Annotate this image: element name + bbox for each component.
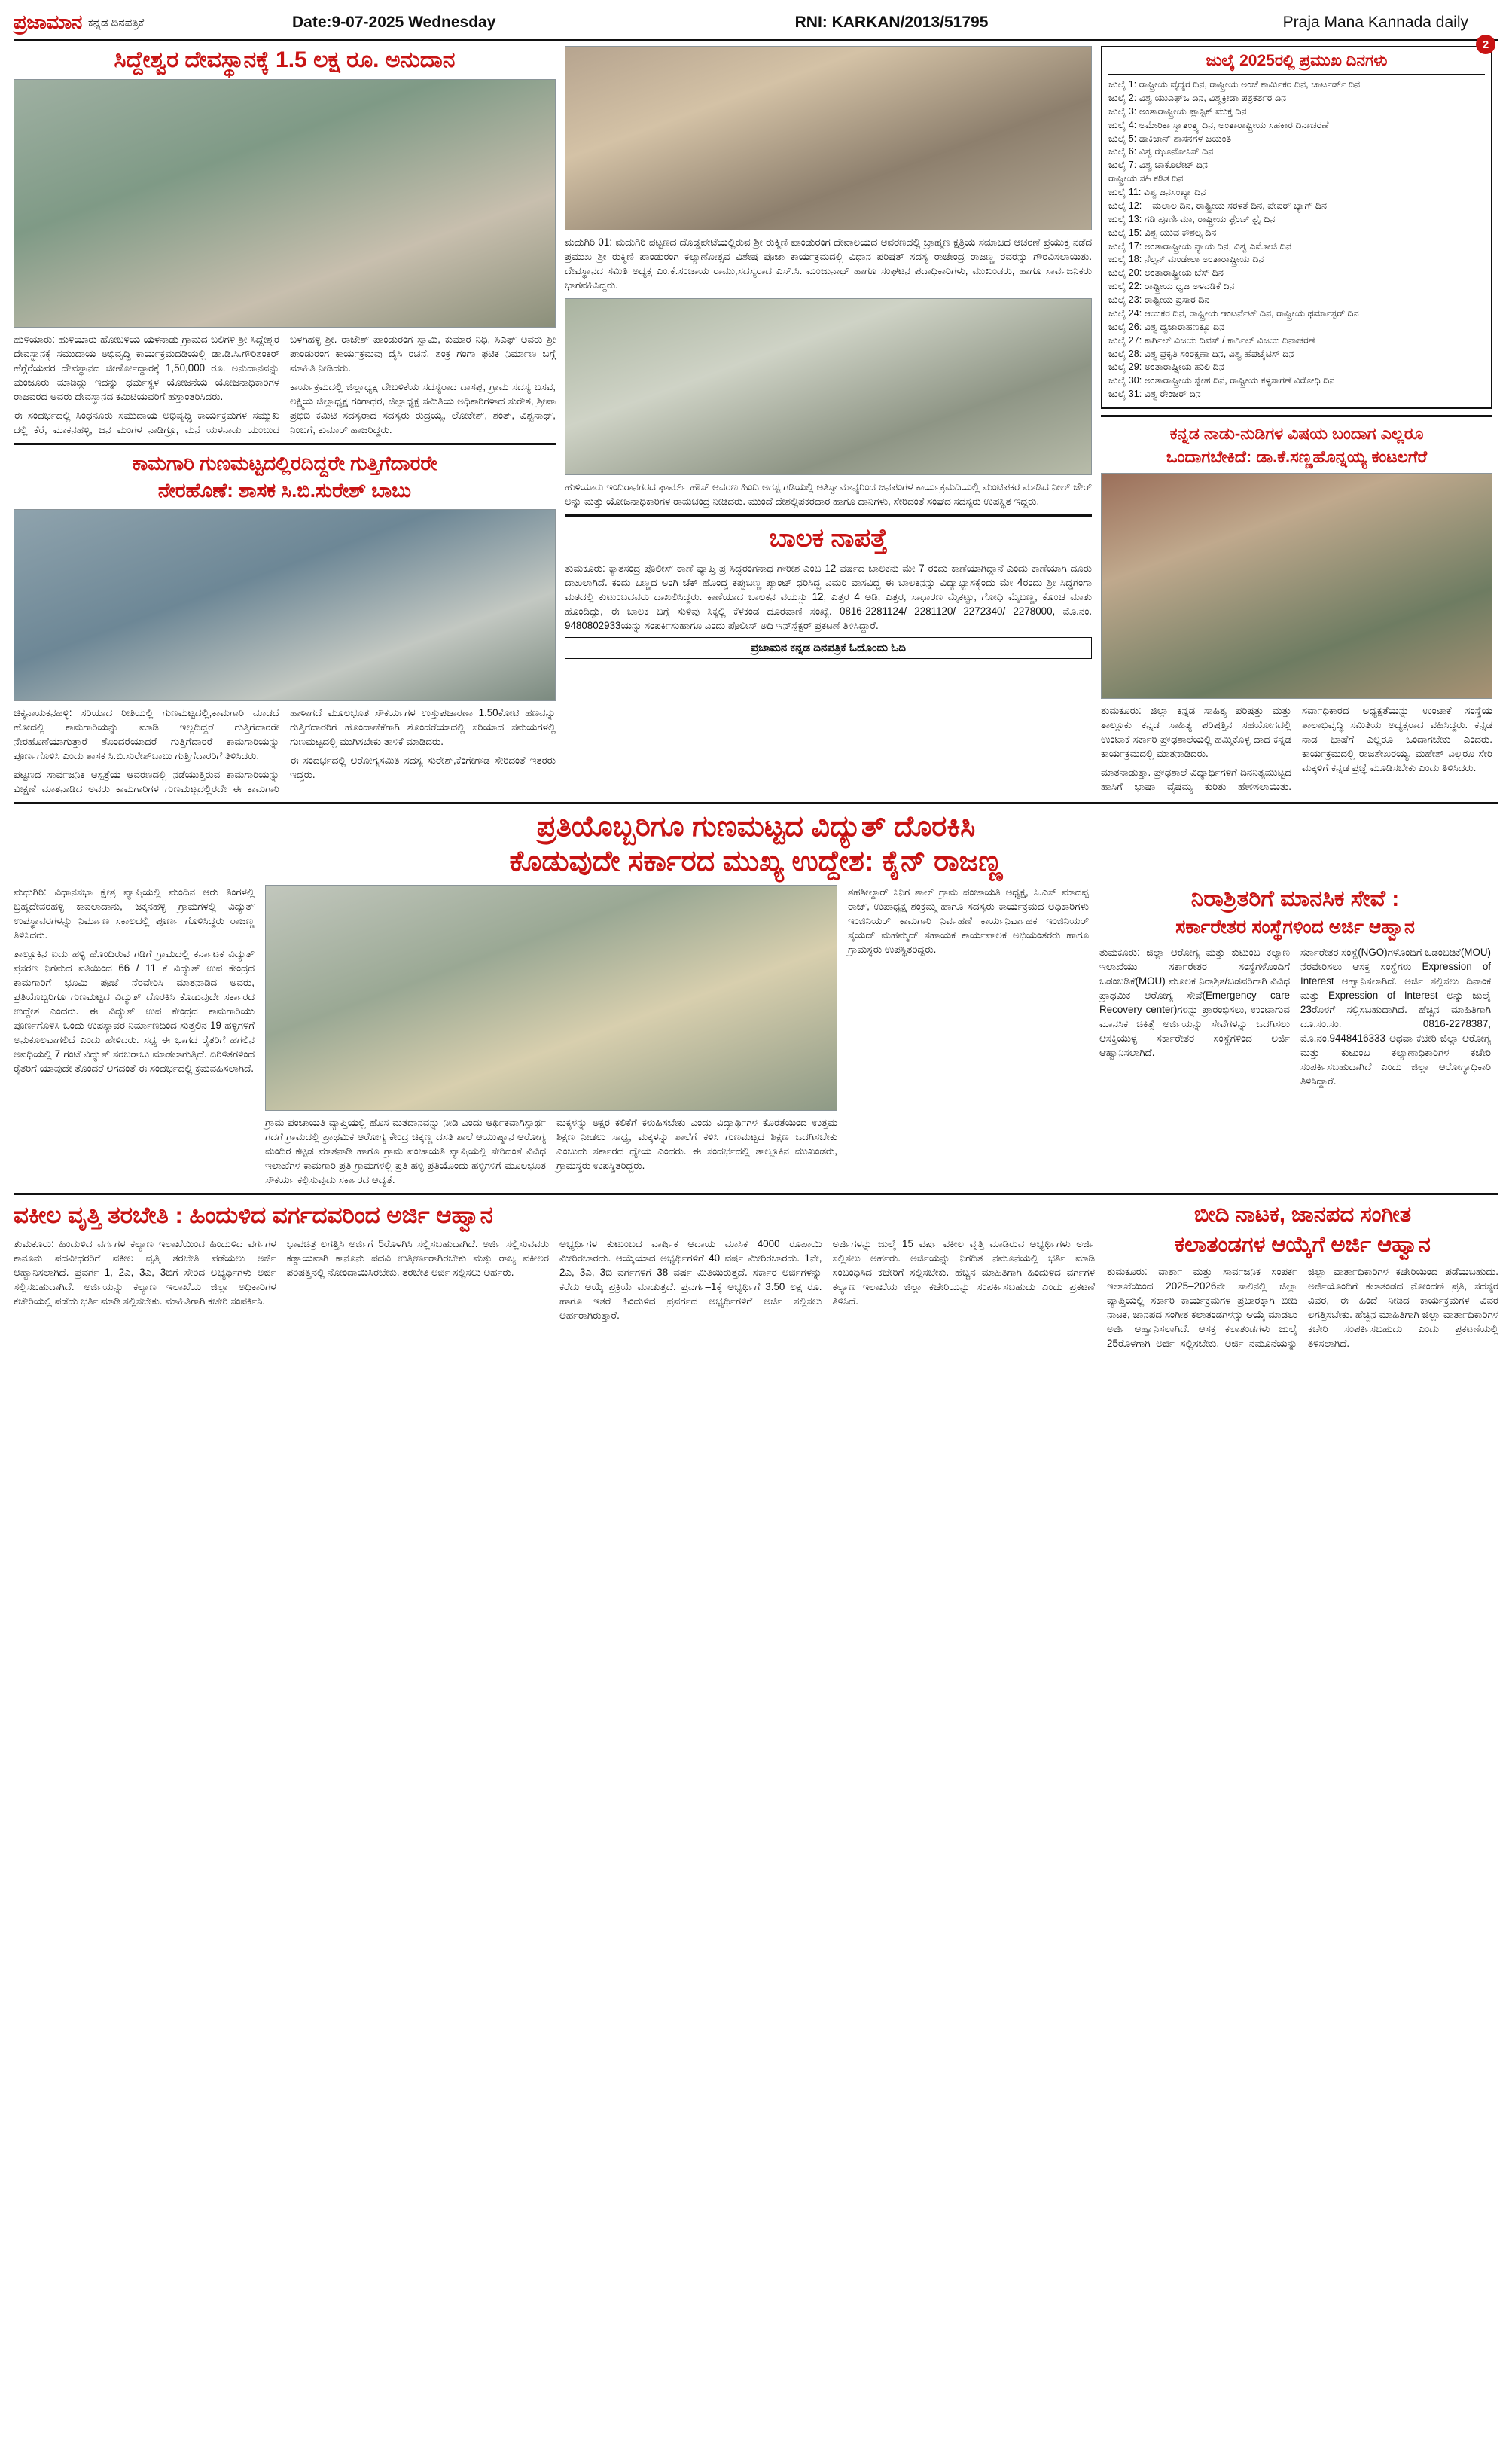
calendar-item: ಜುಲೈ 13: ಗಡಿ ಪೂರ್ಣಿಮಾ, ರಾಷ್ಟ್ರೀಯ ಫ್ರೆಂಚ್ ಫ್ರೈ ದಿನ (1108, 213, 1276, 224)
article6-headline-line1: ಕನ್ನಡ ನಾಡು-ನುಡಿಗಳ ವಿಷಯ ಬಂದಾಗ ಎಲ್ಲರೂ (1169, 424, 1424, 443)
article10 (1107, 1201, 1498, 1350)
calendar-list (1108, 78, 1485, 401)
column-middle-top (565, 46, 1092, 796)
calendar-item: ಜುಲೈ 11: ವಿಶ್ವ ಜನಸಂಖ್ಯಾ ದಿನ (1108, 187, 1206, 197)
article9-col2: ಭಾವಚಿತ್ರ ಲಗತ್ತಿಸಿ ಅರ್ಜಿಗೆ 5ರೊಳಗಿಸಿ ಸಲ್ಲಿಸಬಹುದಾಗಿದೆ. ಅರ್ಜಿ ಸಲ್ಲಿಸುವವರು ಕಡ್ಡಾಯವಾಗಿ ಕಾನೂನು ಪದವಿ ಉತ್ತೀರ್ಣರಾಗಿರಬೇಕು ಮತ್ತು ರಾಜ್ಯ ವಕೀಲರ ಪರಿಷತ್ತಿನಲ್ಲಿ ನೋಂದಾಯಿಸಿರಬೇಕು. ತರಬೇತಿ ಅರ್ಜಿ ಸಲ್ಲಿಸಲು ಅರ್ಹರು. (286, 1238, 549, 1279)
issue-date: Date:9-07-2025 Wednesday (292, 14, 496, 31)
calendar-item: ಜುಲೈ 22: ರಾಷ್ಟ್ರೀಯ ಧ್ವಜ ಅಳವಡಿಕೆ ದಿನ (1108, 281, 1235, 292)
top-section (14, 46, 1498, 796)
article8-headline-line2: ಸರ್ಕಾರೇತರ ಸಂಸ್ಥೆಗಳಿಂದ ಅರ್ಜಿ ಆಹ್ವಾನ (1175, 916, 1415, 938)
publication-title: Praja Mana Kannada daily (1282, 14, 1468, 31)
article6-headline-line2: ಒಂದಾಗಬೇಕಿದೆ: ಡಾ.ಕೆ.ಸಣ್ಣಹೊನ್ನಯ್ಯ ಕಂಟಲಗೆರೆ (1166, 447, 1428, 466)
publication-logo (14, 11, 292, 35)
article9-col1: ತುಮಕೂರು: ಹಿಂದುಳಿದ ವರ್ಗಗಳ ಕಲ್ಯಾಣ ಇಲಾಖೆಯಿಂದ ಹಿಂದುಳಿದ ವರ್ಗಗಳ ಕಾನೂನು ಪದವೀಧರರಿಗೆ ವಕೀಲ ವೃತ್ತಿ ತರಬೇತಿ ಪಡೆಯಲು ಅರ್ಜಿ ಆಹ್ವಾನಿಸಲಾಗಿದೆ. ಪ್ರವರ್ಗ–1, 2ಎ, 3ಎ, 3ಬಿಗೆ ಸೇರಿದ ಅಭ್ಯರ್ಥಿಗಳು ಅರ್ಜಿ ಸಲ್ಲಿಸಬಹುದಾಗಿದೆ. ಅರ್ಜಿಯನ್ನು ಕಲ್ಯಾಣ ಇಲಾಖೆಯ ಜಿಲ್ಲಾ ಅಧಿಕಾರಿಗಳ ಕಚೇರಿಯಲ್ಲಿ ಪಡೆದು ಭರ್ತಿ ಮಾಡಿ ಸಲ್ಲಿಸಬೇಕು. ಮಾಹಿತಿಗಾಗಿ ಕಚೇರಿ ಸಂಪರ್ಕಿಸಿ. (14, 1238, 276, 1307)
article1-body-2: ಕಾರ್ಯಕ್ರಮದಲ್ಲಿ ಜಿಲ್ಲಾಧ್ಯಕ್ಷ ದೇಬಳಿಕೆಯ ಸದಸ್ಯರಾದ ದಾಸಪ್ಪ, ಗ್ರಾಮ ಸದಸ್ಯ ಬಸವ, ಲಕ್ಷ್ಮಿಯ ಜಿಲ್ಲಾಧ್ಯಕ್ಷ ಗಂಗಾಧರ, ಜಿಲ್ಲಾಧ್ಯಕ್ಷ ಸಮಿತಿಯ ಅಧಿಕಾರಿಗಳಾದ ಸುರೇಶ, ಶ್ರೀಪಾ ಪ್ರಭಿಬಿ ಕಮಿಟಿ ಸದಸ್ಯರಾದ ಸದಸ್ಯರು ರುದ್ರಯ್ಯ, ಲೋಕೇಶ್, ಶಂತ್, ವಿಶ್ವನಾಥ್, ನಿಂಬಗೆ, ಕುಮಾರ್ ಹಾಜರಿದ್ದರು. (290, 380, 556, 435)
article1-headline: ಸಿದ್ದೇಶ್ವರ ದೇವಸ್ಥಾನಕ್ಕೆ 1.5 ಲಕ್ಷ ರೂ. ಅನುದಾನ (114, 47, 456, 72)
article7 (14, 810, 1498, 1187)
article2-caption: ಮದುಗಿರಿ 01: ಮದುಗಿರಿ ಪಟ್ಟಣದ ದೊಡ್ಡಪೇಟೆಯಲ್ಲಿರುವ ಶ್ರೀ ರುಕ್ಮಿಣಿ ಪಾಂಡುರಂಗ ದೇವಾಲಯದ ಆವರಣದಲ್ಲಿ ಬ್ರಾಹ್ಮಣ ಕ್ಷತ್ರಿಯ ಸಮಾಜದ ಆಚರಣೆ ಪ್ರಯುಕ್ತ ನಡೆದ ಪ್ರಮುಖ ಶ್ರೀ ರುಕ್ಮಿಣಿ ಪಾಂಡುರಂಗ ಕಲ್ಯಾಣೋತ್ಸವ ವಿಶೇಷ ಪೂಜಾ ಕಾರ್ಯಕ್ರಮದಲ್ಲಿ ವಿಧಾನ ಪರಿಷತ್ ಸದಸ್ಯ ರಾಜೇಂದ್ರ ರಾಜಣ್ಣ ರವರನ್ನು ಗೌರವಿಸಲಾಯಿತು. ದೇವಸ್ಥಾನದ ಸಮಿತಿ ಅಧ್ಯಕ್ಷ ಎಂ.ಕೆ.ಸಂಜಾಯ ರಾಮು,ಸದಸ್ಯರಾದ ಎಸ್.ಸಿ. ಮಂಜುನಾಥ್ ಹಾಗೂ ಸಂಘಟನ ಪದಾಧಿಕಾರಿಗಳು, ಮುಖಂಡರು, ಹಾಗೂ ಸಾರ್ವಜನಿಕರು ಭಾಗವಹಿಸಿದ್ದರು. (565, 236, 1092, 291)
masthead (14, 11, 1498, 41)
article7-col5: ತಹಶೀಲ್ದಾರ್ ಸಿನಿಗ ತಾಲ್ ಗ್ರಾಮ ಪಂಚಾಯತಿ ಅಧ್ಯಕ್ಷ, ಸಿ.ಎಸ್ ಮಾದಪ್ಪ ರಾಜ್, ಉಪಾಧ್ಯಕ್ಷ ಶಂಕ್ರಮ್ಮ ಹಾಗೂ ಸದಸ್ಯರು ಕಾರ್ಯಕ್ರಮದ ಅಧಿಕಾರಿಗಳು ಇಂಜಿನಿಯರ್ ಕಾಮಗಾರಿ ನಿರ್ವಹಣೆ ಕಾರ್ಯನಿರ್ವಾಹಕ ಇಂಜಿನಿಯರ್ ಸೈಯದ್ ಮಹಮ್ಮದ್ ಸಹಾಯಕ ಕಾರ್ಯಪಾಲಕ ಅಭಿಯಂತರರು ಹಾಗೂ ಗ್ರಾಮಸ್ಥರು ಉಪಸ್ಥಿತರಿದ್ದರು. (848, 886, 1089, 956)
calendar-item: ಜುಲೈ 30: ಅಂತಾರಾಷ್ಟ್ರೀಯ ಸ್ನೇಹ ದಿನ, ರಾಷ್ಟ್ರೀಯ ಕಳ್ಳಸಾಗಣೆ ವಿರೋಧಿ ದಿನ (1108, 375, 1335, 386)
article1-body-1: ಈ ಸಂದರ್ಭದಲ್ಲಿ ಸಿಂಧನೂರು ಸಮುದಾಯ ಅಭಿವೃದ್ಧಿ ಕಾರ್ಯಕ್ರಮಗಳ ಸಮ್ಮುಖ ದಲ್ಲಿ ಕೆರೆ, ಮಾಕನಹಳ್ಳಿ, ಜನ ಮಂಗಳ ನಾಡಿಗ್ರೂ, ಮನೆ ಯಳನಾಡು ಯಂಬುದ ಬಳಗಿಹಳ್ಳಿ ಶ್ರೀ. ರಾಜೇಶ್ ಪಾಂಡುರಂಗ ಸ್ವಾಮಿ, ಕುಮಾರ ನಿಧಿ, ಸಿಎಫ್ ಅವರು ಶ್ರೀ ಪಾಂಡುರಂಗ ಕಾರ್ಯಕ್ರಮವು ದೈಸಿ ರಚನೆ, ಶಂಕ್ರ ಗಂಗಾ ಫಟಿಕ ನಿರ್ಮಾಣ ಬಗ್ಗೆ ಮಾಹಿತಿ ನೀಡಿದರು. (14, 333, 556, 435)
calendar-box (1101, 46, 1492, 409)
article9-col3: ಅಭ್ಯರ್ಥಿಗಳ ಕುಟುಂಬದ ವಾರ್ಷಿಕ ಆದಾಯ ಮಾಸಿಕ 4000 ರೂಪಾಯಿ ಮೀರಿರಬಾರದು. ಆಯ್ಕೆಯಾದ ಅಭ್ಯರ್ಥಿಗಳಿಗೆ 40 ವರ್ಷ ಮೀರಿರಬಾರದು. 1ನೇ, 2ಎ, 3ಎ, 3ಬಿ ವರ್ಗಗಳಿಗೆ 38 ವರ್ಷ ಮಿತಿಯಿರುತ್ತದೆ. ಸರ್ಕಾರ ಅರ್ಜಿಗಳನ್ನು ಕರೆದು ಆಯ್ಕೆ ಪ್ರಕ್ರಿಯೆ ಮಾಡುತ್ತದೆ. ಪ್ರವರ್ಗ–1ಕ್ಕೆ ಅಭ್ಯರ್ಥಿಗೆ 3.50 ಲಕ್ಷ ರೂ. ಹಾಗೂ ಇತರೆ ಹಿಂದುಳಿದ ಪ್ರವರ್ಗದ ಅಭ್ಯರ್ಥಿಗಳಿಗೆ ಅರ್ಜಿ ಸಲ್ಲಿಸಲು ಅರ್ಹರಾಗಿರುತ್ತಾರೆ. (559, 1238, 822, 1322)
calendar-item: ಜುಲೈ 27: ಕಾರ್ಗಿಲ್ ವಿಜಯ ದಿವಸ್ / ಕಾರ್ಗಿಲ್ ವಿಜಯ ದಿನಾಚರಣೆ (1108, 334, 1315, 346)
calendar-item: ಜುಲೈ 3: ಅಂತಾರಾಷ್ಟ್ರೀಯ ಪ್ಲಾಸ್ಟಿಕ್ ಮುಕ್ತ ದಿನ (1108, 105, 1247, 117)
article9 (14, 1201, 1095, 1350)
article9-headline: ವಕೀಲ ವೃತ್ತಿ ತರಬೇತಿ : ಹಿಂದುಳಿದ ವರ್ಗದವರಿಂದ ಅರ್ಜಿ ಆಹ್ವಾನ (14, 1202, 493, 1229)
article10-headline-line2: ಕಲಾತಂಡಗಳ ಆಯ್ಕೆಗೆ ಅರ್ಜಿ ಆಹ್ವಾನ (1175, 1232, 1431, 1257)
calendar-item: ಜುಲೈ 17: ಅಂತಾರಾಷ್ಟ್ರೀಯ ನ್ಯಾಯ ದಿನ, ವಿಶ್ವ ಎಮೋಜಿ ದಿನ (1108, 240, 1291, 252)
article10-body: ತುಮಕೂರು: ವಾರ್ತಾ ಮತ್ತು ಸಾರ್ವಜನಿಕ ಸಂಪರ್ಕ ಇಲಾಖೆಯಿಂದ 2025–2026ನೇ ಸಾಲಿನಲ್ಲಿ ಜಿಲ್ಲಾ ವ್ಯಾಪ್ತಿಯಲ್ಲಿ ಸರ್ಕಾರಿ ಕಾರ್ಯಕ್ರಮಗಳ ಪ್ರಚಾರಕ್ಕಾಗಿ ಬೀದಿ ನಾಟಕ, ಜಾನಪದ ಸಂಗೀತ ಕಲಾತಂಡಗಳನ್ನು ಆಯ್ಕೆ ಮಾಡಲು ಅರ್ಜಿ ಆಹ್ವಾನಿಸಲಾಗಿದೆ. ಆಸಕ್ತ ಕಲಾತಂಡಗಳು ಜುಲೈ 25ರೊಳಗಾಗಿ ಅರ್ಜಿ ಸಲ್ಲಿಸಬೇಕು. ಅರ್ಜಿ ನಮೂನೆಯನ್ನು ಜಿಲ್ಲಾ ವಾರ್ತಾಧಿಕಾರಿಗಳ ಕಚೇರಿಯಿಂದ ಪಡೆಯಬಹುದು. ಅರ್ಜಿಯೊಂದಿಗೆ ಕಲಾತಂಡದ ನೋಂದಣಿ ಪ್ರತಿ, ಸದಸ್ಯರ ವಿವರ, ಈ ಹಿಂದೆ ನೀಡಿದ ಕಾರ್ಯಕ್ರಮಗಳ ವಿವರ ಲಗತ್ತಿಸಬೇಕು. ಹೆಚ್ಚಿನ ಮಾಹಿತಿಗಾಗಿ ಜಿಲ್ಲಾ ವಾರ್ತಾಧಿಕಾರಿಗಳ ಕಚೇರಿ ಸಂಪರ್ಕಿಸಬಹುದು ಎಂದು ಪ್ರಕಟಣೆಯಲ್ಲಿ ತಿಳಿಸಲಾಗಿದೆ. (1107, 1265, 1498, 1349)
calendar-item: ಜುಲೈ 12: – ಮಲಾಲ ದಿನ, ರಾಷ್ಟ್ರೀಯ ಸರಳತೆ ದಿನ, ಪೇಪರ್ ಬ್ಯಾಗ್ ದಿನ (1108, 200, 1328, 211)
calendar-item: ಜುಲೈ 2: ವಿಶ್ವ ಯುಎಫ್‌ಒ ದಿನ, ವಿಶ್ವಕ್ರೀಡಾ ಪತ್ರಕರ್ತರ ದಿನ (1108, 92, 1287, 103)
article1-photo (14, 79, 556, 328)
article10-headline-line1: ಬೀದಿ ನಾಟಕ, ಜಾನಪದ ಸಂಗೀತ (1193, 1203, 1412, 1228)
calendar-item: ರಾಷ್ಟ್ರೀಯ ಸಹಿ ಕಡಿತ ದಿನ (1108, 173, 1184, 185)
calendar-item: ಜುಲೈ 20: ಅಂತಾರಾಷ್ಟ್ರೀಯ ಚೆಸ್ ದಿನ (1108, 267, 1224, 279)
column-left-top (14, 46, 556, 796)
article5-body: ತುಮಕೂರು: ಕ್ಯಾತಸಂದ್ರ ಪೊಲೀಸ್ ಠಾಣೆ ವ್ಯಾಪ್ತಿ ಪ್ರ ಸಿದ್ಧರಂಗನಾಥ ಗೌರೀಶ ಎಂಬ 12 ವರ್ಷದ ಬಾಲಕನು ಮೇ 7 ರಂದು ಕಾಣೆಯಾಗಿದ್ದಾನೆ ಎಂದು ಕಾಣೆಯಾಗಿ ದೂರು ದಾಖಲಾಗಿದೆ. ಕಂದು ಬಣ್ಣದ ಅಂಗಿ ಚೆಕ್ ಹೊಂದ್ದ ಕಪ್ಪುಬಣ್ಣ ಪ್ಯಾಂಟ್ ಧರಿಸಿದ್ದ ಎಮರಿ ವಾಸವಿದ್ದ ಈ ಬಾಲಕನನ್ನು ವಿದ್ಯಾಭ್ಯಾಸಕ್ಕೆಂದು ಮೇ 4ರಂದು ಶ್ರೀ ಸಿದ್ಧಗಂಗಾ ಮಠದಲ್ಲಿ ಕುಟುಂಬದವರು ದಾಖಲಿಸಿದ್ದರು. ಕಾಣೆಯಾದ ಬಾಲಕನ ವಯಸ್ಸು 12, ಎತ್ತರ 4 ಅಡಿ, ಎತ್ತರ, ಸಾಧಾರಣ ಮೈಕಟ್ಟು, ಗೋಧಿ ಮೈಬಣ್ಣ, ಕೊಂಚ ಮಾತು ಹೊಂದಿದ್ದು, ಈ ಬಾಲಕ ಬಗ್ಗೆ ಸುಳಿವು ಸಿಕ್ಕಲ್ಲಿ ಕೆಳಕಂಡ ದೂರವಾಣಿ ಸಂಖ್ಯೆ. 0816-2281124/ 2281120/ 2272340/ 2278000, ಮೊ.ನಂ. 9480802933ಯನ್ನು ಸಂಪರ್ಕಿಸುಹಾಗೂ ಎಂದು ಪೊಲೀಸ್ ಅಧಿ ಇನ್‌ಸ್ಪೆಕ್ಟರ್ ಪ್ರಕಟಣೆ ತಿಳಿಸಿದ್ದಾರೆ. (565, 562, 1092, 631)
article7-col2: ತಾಲ್ಲೂಕಿನ ಐದು ಹಳ್ಳಿ ಹೊಂದಿರುವ ಗಡಿಗೆ ಗ್ರಾಮದಲ್ಲಿ ಕರ್ನಾಟಕ ವಿದ್ಯುತ್ ಪ್ರಸರಣ ನಿಗಮದ ವತಿಯಿಂದ 66 / 11 ಕೆ ವಿದ್ಯುತ್ ಉಪ ಕೇಂದ್ರದ ಕಾಮಗಾರಿಗೆ ಭೂಮಿ ಪೂಜೆ ನೆರವೇರಿಸಿ ಮಾತನಾಡಿದ ಅವರು, ಪ್ರತಿಯೊಬ್ಬರಿಗೂ ಗುಣಮಟ್ಟದ ವಿದ್ಯುತ್ ದೊರಕಿಸಿ ಕೊಡುವುದೇ ಸರ್ಕಾರದ ಉದ್ದೇಶ ಎಂದರು. ಈ ವಿದ್ಯುತ್ ಉಪ ಕೇಂದ್ರದ ಕಾಮಗಾರಿಯು ಪೂರ್ಣಗೊಳಿಸಿ ಒಂದು ಉಪಸ್ಥಾವರ ನಿರ್ಮಾಣದಿಂದ ಸುತ್ತಲಿನ 19 ಹಳ್ಳಿಗಳಿಗೆ ಅನುಕೂಲವಾಗಲಿದೆ ಎಂದು ಹೇಳಿದರು. ಸಧ್ಯ ಈ ಭಾಗದ ರೈತರಿಗೆ ಹಗಲಿನ ಅವಧಿಯಲ್ಲಿ 7 ಗಂಟೆ ವಿದ್ಯುತ್ ಸರಬರಾಜು ಮಾಡಲಾಗುತ್ತಿದೆ. ಏರಿಳಿತಗಳಿಂದ ರೈತರಿಗೆ ಯಾವುದೇ ತೊಂದರೆ ಆಗದಂತೆ ಈ ಸಂದರ್ಭದಲ್ಲಿ ಕ್ರಮವಹಿಸಲಾಗಿದೆ. (14, 948, 255, 1075)
article6-body-1: ತುಮಕೂರು: ಜಿಲ್ಲಾ ಕನ್ನಡ ಸಾಹಿತ್ಯ ಪರಿಷತ್ತು ಮತ್ತು ತಾಲ್ಲೂಕು ಕನ್ನಡ ಸಾಹಿತ್ಯ ಪರಿಷತ್ತಿನ ಸಹಯೋಗದಲ್ಲಿ ಉಂಟಾಕೆ ಸರ್ಕಾರಿ ಪ್ರೌಢಶಾಲೆಯಲ್ಲಿ ಹಮ್ಮಿಕೊಳ್ಳ ದಾದ ಕನ್ನಡ ಕಾರ್ಯಕ್ರಮದಲ್ಲಿ ಮಾತನಾಡಿದರು. (1101, 705, 1291, 760)
calendar-title: ಜುಲೈ 2025ರಲ್ಲಿ ಪ್ರಮುಖ ದಿನಗಳು (1108, 52, 1485, 75)
article8-col2: ಸರ್ಕಾರೇತರ ಸಂಸ್ಥೆ(NGO)ಗಳೊಂದಿಗೆ ಒಡಂಬಡಿಕೆ(MOU) ನೆರವೇರಿಸಲು ಆಸಕ್ತ ಸಂಸ್ಥೆಗಳು Expression of Interest ಆಹ್ವಾನಿಸಲಾಗಿದೆ. ಅರ್ಜಿ ಸಲ್ಲಿಸಲು ದಿನಾಂಕ ಮತ್ತು Expression of Interest ಅನ್ನು ಜುಲೈ 23ರೊಳಗೆ ಸಲ್ಲಿಸಬಹುದಾಗಿದೆ. ಹೆಚ್ಚಿನ ಮಾಹಿತಿಗಾಗಿ ದೂ.ಸಂ.ಸಂ. 0816-2278387, ಮೊ.ನಂ.9448416333 ಅಥವಾ ಕಚೇರಿ ಜಿಲ್ಲಾ ಆರೋಗ್ಯ ಮತ್ತು ಕುಟುಂಬ ಕಲ್ಯಾಣಾಧಿಕಾರಿಗಳ ಕಚೇರಿ ಸಂಪರ್ಕಿಸಬಹುದಾಗಿದೆ ಎಂದು ಜಿಲ್ಲಾ ಆರೋಗ್ಯಾಧಿಕಾರಿ ತಿಳಿಸಿದ್ದಾರೆ. (1300, 946, 1491, 1087)
article3-caption: ಹುಳಿಯಾರು ಇಂದಿರಾನಗರದ ಫಾರ್ಮ್ ಹೌಸ್ ಆವರಣ ಹಿಂದಿ ಅಗಸ್ಟ ಗಡಿಯಲ್ಲಿ ಅತಿಸ್ವಾಮಾನ್ಯರಿಂದ ಜನಪಂಗಳ ಕಾರ್ಯಕ್ರಮದಿಯಲ್ಲಿ ಮಂಟಿಪಕರ ಮಾಡಿದ ನೀಲ್ ಜೇರ್ ಅನ್ನು ಮತ್ತು ಯೋಜನಾಧಿಕಾರಿಗಳ ರಾಮಚಂದ್ರ ನೀಡಿದರು. ಮುಂದೆ ದೇಶಲ್ಲಿಪಕರದಾರ ಹಾಗೂ ದಾನಿಗಳು, ಸೇರಿದಂತೆ ಸಂಘದ ಸದಸ್ಯರು ಉಪಸ್ಥಿತ ಇದ್ದರು. (565, 481, 1092, 508)
article3-photo (565, 298, 1092, 475)
page-number-badge: 2 (1476, 35, 1495, 54)
article7-headline-line2: ಕೊಡುವುದೇ ಸರ್ಕಾರದ ಮುಖ್ಯ ಉದ್ದೇಶ: ಕೈನ್ ರಾಜಣ್ಣ (509, 845, 1003, 877)
article7-col1: ಮಧುಗಿರಿ: ವಿಧಾನಸಭಾ ಕ್ಷೇತ್ರ ವ್ಯಾಪ್ತಿಯಲ್ಲಿ ಮಂದಿನ ಆರು ತಿಂಗಳಲ್ಲಿ ಬ್ರಹ್ಮದೇವರಹಳ್ಳಿ ಕಾವಲಾದಾನು, ಜಕ್ಕನಹಳ್ಳಿ ಗ್ರಾಮಗಳಲ್ಲಿ ವಿದ್ಯುತ್ ಉಪಸ್ಥಾವರಗಳನ್ನು ನಿರ್ಮಾಣ ಸಕಾಲದಲ್ಲಿ ಪೂರ್ಣ ಗೊಳಿಸಿದ್ದರು ರಾಜಣ್ಣ ತಿಳಿಸಿದರು. (14, 886, 255, 941)
article2-photo (565, 46, 1092, 230)
article4-body-1: ಚಿಕ್ಕನಾಯಕನಹಳ್ಳಿ: ಸರಿಯಾದ ರೀತಿಯಲ್ಲಿ ಗುಣಮಟ್ಟದಲ್ಲಿ,ಕಾಮಗಾರಿ ಮಾಡದೆ ಹೋದಲ್ಲಿ ಕಾಮಗಾರಿಯನ್ನು ಮಾಡಿ ಇಲ್ಲದಿದ್ದರೆ ಗುತ್ತಿಗೆದಾರರೇ ನೇರಹೊಣೆಯಾಗುತ್ತಾರೆ ಶೊಂದರೆಯಾದರೆ ಗುತ್ತಿಗೆದಾರರೆ ಕಾಮಗಾರಿಯನ್ನು ಪೂರ್ಣಗೊಳಿಸಿ ಎಂದು ಶಾಸಕ ಸಿ.ಬಿ.ಸುರೇಶ್‌ಬಾಬು ಗುತ್ತಿಗೆದಾರರಿಗೆ ತಿಳಿಸಿದರು. (14, 706, 279, 761)
bottom-section (14, 1201, 1498, 1350)
calendar-item: ಜುಲೈ 23: ರಾಷ್ಟ್ರೀಯ ಪ್ರಸಾರ ದಿನ (1108, 294, 1210, 305)
article4-photo (14, 509, 556, 701)
calendar-item: ಜುಲೈ 31: ವಿಶ್ವ ರೇಂಜರ್ ದಿನ (1108, 389, 1201, 400)
article5-headline: ಬಾಲಕ ನಾಪತ್ತೆ (769, 524, 888, 554)
article4-headline-line2: ನೇರಹೊಣೆ: ಶಾಸಕ ಸಿ.ಬಿ.ಸುರೇಶ್ ಬಾಬು (157, 479, 412, 502)
logo-main-text: ಪ್ರಜಾಮಾನ (14, 11, 82, 33)
calendar-item: ಜುಲೈ 15: ವಿಶ್ವ ಯುವ ಕೌಶಲ್ಯ ದಿನ (1108, 227, 1217, 238)
promo-box: ಪ್ರಜಾಮನ ಕನ್ನಡ ದಿನಪತ್ರಿಕೆ ಓದೊಂದು ಓದಿ (565, 637, 1092, 659)
article4-body-2: ಪಟ್ಟಣದ ಸಾರ್ವಜನಿಕ ಆಸ್ಪತ್ರೆಯ ಆವರಣದಲ್ಲಿ ನಡೆಯುತ್ತಿರುವ ಕಾಮಗಾರಿಯನ್ನು ವೀಕ್ಷಣೆ ಮಾತನಾಡಿದ ಅವರು ಕಾಮಗಾರಿಗಳ ಗುಣಮಟ್ಟದಲ್ಲಿರದೇ ಈ ಕಾಮಗಾರಿ ಹಾಳಾಗದೆ ಮೂಲಭೂತ ಸೌಕರ್ಯಗಳ ಉಸ್ತುಪಚಾರಣಾ 1.50ಕೋಟಿ ಹಣವನ್ನು ಗುತ್ತಿಗೆದಾರರಿಗೆ ಹೊಂದಾಣಿಕೆಗಾಗಿ ಶೊಂದರೆಯಾದಲ್ಲಿ ಸರಿಯಾದ ಸಮಯಗಳಲ್ಲಿ ಗುಣಮಟ್ಟದಲ್ಲಿ ಮುಗಿಸಬೇಕು ತಾಳಿಕೆ ಮಾಡಿದರು. (14, 706, 556, 795)
article8 (1099, 885, 1491, 1187)
calendar-item: ಜುಲೈ 18: ನೆಲ್ಸನ್ ಮಂಡೇಲಾ ಅಂತಾರಾಷ್ಟ್ರೀಯ ದಿನ (1108, 254, 1264, 265)
article1-caption: ಹುಳಿಯಾರು: ಹುಳಿಯಾರು ಹೋಬಳಿಯ ಯಳನಾಡು ಗ್ರಾಮದ ಬಲಿಗಳಿ ಶ್ರೀ ಸಿದ್ದೇಶ್ವರ ದೇವಸ್ಥಾನಕ್ಕೆ ಸಮುದಾಯ ಅಭಿವೃದ್ಧಿ ಕಾರ್ಯಕ್ರಮದಡಿಯಲ್ಲಿ ಡಾ.ಡಿ.ಸಿ.ಗೌರಿಶಂಕರ್ ಹೆಗ್ಗೆರೆಯವರ ದೇವಸ್ಥಾನದ ಜೀರ್ಣೋದ್ಧಾರಕ್ಕೆ 1,50,000 ರೂ. ಅನುದಾನವನ್ನು ಮಂಜೂರು ಮಾಡಿದ್ದು ಇದನ್ನು ಧರ್ಮಸ್ಥಳ ಯೋಜನೆಯ ಯೋಜನಾಧಿಕಾರಿಗಳ ರಾಜವರದ ಅವರು ದೇವಸ್ಥಾನದ ಕಮಿಟಿಯವರಿಗೆ ಹಸ್ತಾಂತರಿಸಿದರು. (14, 333, 279, 402)
calendar-item: ಜುಲೈ 6: ವಿಶ್ವ ಝೂನೋಸಿಸ್ ದಿನ (1108, 146, 1214, 157)
calendar-item: ಜುಲೈ 7: ವಿಶ್ವ ಚಾಕೊಲೇಟ್ ದಿನ (1108, 160, 1209, 171)
calendar-item: ಜುಲೈ 1: ರಾಷ್ಟ್ರೀಯ ವೈದ್ಯರ ದಿನ, ರಾಷ್ಟ್ರೀಯ ಅಂಚೆ ಕಾರ್ಮಿಕರ ದಿನ, ಚಾರ್ಟರ್ಡ್ ದಿನ (1108, 79, 1361, 90)
calendar-item: ಜುಲೈ 4: ಅಮೇರಿಕಾ ಸ್ವಾತಂತ್ರ್ಯ ದಿನ, ಅಂತಾರಾಷ್ಟ್ರೀಯ ಸಹಕಾರ ದಿನಾಚರಣೆ (1108, 119, 1329, 130)
rni-number: RNI: KARKAN/2013/51795 (794, 14, 989, 31)
calendar-item: ಜುಲೈ 5: ಡಾಕಿಜಾನ್ ಶಾಸನಗಳ ಜಯಂತಿ (1108, 133, 1231, 144)
calendar-item: ಜುಲೈ 26: ವಿಶ್ವ ಧ್ವಜಾರಾಹಣಕ್ಕೂ ದಿನ (1108, 321, 1225, 332)
logo-sub-text: ಕನ್ನಡ ದಿನಪತ್ರಿಕೆ (87, 16, 145, 29)
column-right-top (1101, 46, 1492, 796)
article6-photo (1101, 473, 1492, 699)
calendar-item: ಜುಲೈ 28: ವಿಶ್ವ ಪ್ರಕೃತಿ ಸಂರಕ್ಷಣಾ ದಿನ, ವಿಶ್ವ ಹೆಪಟೈಟಿಸ್ ದಿನ (1108, 348, 1294, 359)
article4-body-3: ಈ ಸಂದರ್ಭದಲ್ಲಿ ಆರೋಗ್ಯಸಮಿತಿ ಸದಸ್ಯ ಸುರೇಶ್,ಕೆಂಗೇಗೌಡ ಸೇರಿದಂತೆ ಇತರರು ಇದ್ದರು. (290, 754, 556, 780)
calendar-item: ಜುಲೈ 24: ಆಯಕರ ದಿನ, ರಾಷ್ಟ್ರೀಯ ಇಂಟರ್ನೆಟ್ ದಿನ, ರಾಷ್ಟ್ರೀಯ ಥರ್ಮಾಸ್ಟರ್ ದಿನ (1108, 307, 1359, 319)
article6-body-2: ಮಾತನಾಡುತ್ತಾ. ಪ್ರೌಢಶಾಲೆ ವಿದ್ಯಾರ್ಥಿಗಳಿಗೆ ದಿನನಿತ್ಯಮುಟ್ಟದ ಹಾಸಿಗೆ ಭಾಷಾ ವೈಷಮ್ಯ ಕುರಿತು ಹೇಳಿಸಲಾಯಿತು. ಸರ್ವಾಧಿಕಾರದ ಅಧ್ಯಕ್ಷತೆಯನ್ನು ಉಂಟಾಕೆ ಸಂಸ್ಥೆಯ ಶಾಲಾಭಿವೃದ್ಧಿ ಸಮಿತಿಯ ಅಧ್ಯಕ್ಷರಾದ ವಹಿಸಿದ್ದರು. ಕನ್ನಡ ನಾಡ ಭಾಷೆಗೆ ಎಲ್ಲರೂ ಒಂದಾಗಬೇಕು ಎಂದರು. ಕಾರ್ಯಕ್ರಮದಲ್ಲಿ ರಾಜಶೇಖರಯ್ಯ, ಮಹೇಶ್ ಎಲ್ಲರೂ ಸೇರಿ ಮಕ್ಕಳಿಗೆ ಕನ್ನಡ ಪ್ರಜ್ಞೆ ಮೂಡಿಸಬೇಕು ಎಂದು ತಿಳಿಸಿದರು. (1101, 705, 1492, 793)
article7-col3: ಗ್ರಾಮ ಪಂಚಾಯತಿ ವ್ಯಾಪ್ತಿಯಲ್ಲಿ ಹೊಸ ಮತದಾನವನ್ನು ನೀಡಿ ಎಂದು ಆರ್ಥಿಕವಾಗಿಸ್ಪಾರ್ಥ ಗದಗೆ ಗ್ರಾಮದಲ್ಲಿ ಪ್ರಾಥಮಿಕ ಆರೋಗ್ಯ ಕೇಂದ್ರ ಚಿಕ್ಕಣ್ಣ ದಸತಿ ಶಾಲೆ ಆಯುಷ್ಮಾನ ಆರೋಗ್ಯ ಮಂದಿರ ಕಟ್ಟಡ ಮಾತನಾಡಿ ಹಾಗೂ ಗ್ರಾಮ ಪಂಚಾಯತಿ ವ್ಯಾಪ್ತಿಯಲ್ಲಿ ಸೇರಿದಂತೆ ವಿವಿಧ ಇಲಾಖೆಗಳ ಕಾಮಗಾರಿ ಪ್ರತಿ ಗ್ರಾಮಗಳಲ್ಲಿ ಪ್ರತಿ ಹಳ್ಳಿ ಪ್ರತಿಯೊಂದು ಹಳ್ಳಿಗಳಿಗೆ ಮೂಲಭೂತ ಸೌಕರ್ಯ ಕಲ್ಪಿಸುವುದು ಸರ್ಕಾರದ ಆದ್ಯತೆ. (265, 1117, 546, 1186)
article7-col4: ಮಕ್ಕಳನ್ನು ಅಕ್ಷರ ಕಲಿಕೆಗೆ ಕಳುಹಿಸಬೇಕು ಎಂದು ವಿದ್ಯಾರ್ಥಿಗಳ ಕೊರತೆಯಿಂದ ಉತ್ತಮ ಶಿಕ್ಷಣ ನೀಡಲು ಸಾಧ್ಯ, ಮಕ್ಕಳನ್ನು ಶಾಲೆಗೆ ಕಳಿಸಿ ಗುಣಮಟ್ಟದ ಶಿಕ್ಷಣ ಒದಗಿಸಬೇಕು ಎಂಬುದು ಸರ್ಕಾರದ ಧ್ಯೇಯ ಎಂದರು. ಈ ಸಂದರ್ಭದಲ್ಲಿ ತಾಲ್ಲೂಕಿನ ಮುಖಂಡರು, ಗ್ರಾಮಸ್ಥರು ಉಪಸ್ಥಿತರಿದ್ದರು. (556, 1117, 837, 1172)
article7-headline-line1: ಪ್ರತಿಯೊಬ್ಬರಿಗೂ ಗುಣಮಟ್ಟದ ವಿದ್ಯುತ್ ದೊರಕಿಸಿ (536, 810, 976, 843)
article7-photo (265, 885, 837, 1111)
article8-headline-line1: ನಿರಾಶ್ರಿತರಿಗೆ ಮಾನಸಿಕ ಸೇವೆ : (1190, 886, 1400, 912)
article9-col4: ಅರ್ಜಿಗಳನ್ನು ಜುಲೈ 15 ವರ್ಷ ವಕೀಲ ವೃತ್ತಿ ಮಾಡಿರುವ ಅಭ್ಯರ್ಥಿಗಳು ಅರ್ಜಿ ಸಲ್ಲಿಸಲು ಅರ್ಹರು. ಅರ್ಜಿಯನ್ನು ನಿಗದಿತ ನಮೂನೆಯಲ್ಲಿ ಭರ್ತಿ ಮಾಡಿ ಸಂಬಂಧಿಸಿದ ಕಚೇರಿಗೆ ಸಲ್ಲಿಸಬೇಕು. ಹೆಚ್ಚಿನ ಮಾಹಿತಿಗಾಗಿ ಹಿಂದುಳಿದ ವರ್ಗಗಳ ಕಲ್ಯಾಣ ಇಲಾಖೆಯ ಜಿಲ್ಲಾ ಕಚೇರಿಯನ್ನು ಸಂಪರ್ಕಿಸಬಹುದು ಎಂದು ಪ್ರಕಟಣೆ ತಿಳಿಸಿದೆ. (832, 1238, 1095, 1307)
article4-headline-line1: ಕಾಮಗಾರಿ ಗುಣಮಟ್ಟದಲ್ಲಿರದಿದ್ದರೇ ಗುತ್ತಿಗೆದಾರರೇ (132, 451, 437, 474)
article8-col1: ತುಮಕೂರು: ಜಿಲ್ಲಾ ಆರೋಗ್ಯ ಮತ್ತು ಕುಟುಂಬ ಕಲ್ಯಾಣ ಇಲಾಖೆಯು ಸರ್ಕಾರೇತರ ಸಂಸ್ಥೆಗಳೊಂದಿಗೆ ಒಡಂಬಡಿಕೆ(MOU) ಮೂಲಕ ನಿರಾಶ್ರಿತ/ಬಡವರಿಗಾಗಿ ವಿವಿಧ ಪ್ರಾಥಮಿಕ ಆರೋಗ್ಯ ಸೇವೆ(Emergency care Recovery center)ಗಳನ್ನು ಪ್ರಾರಂಭಿಸಲು, ಉಂಟಾಗುವ ಮಾನಸಿಕ ಚಿಕಿತ್ಸೆ ಅರ್ಜಿಯನ್ನು ಸೇವೆಗಳನ್ನು ಒದಗಿಸಲು ಆಸಕ್ತಿಯುಳ್ಳ ಸರ್ಕಾರೇತರ ಸಂಸ್ಥೆಗಳಿಂದ ಅರ್ಜಿ ಆಹ್ವಾನಿಸಲಾಗಿದೆ. (1099, 946, 1290, 1059)
calendar-item: ಜುಲೈ 29: ಅಂತಾರಾಷ್ಟ್ರೀಯ ಹುಲಿ ದಿನ (1108, 361, 1224, 373)
